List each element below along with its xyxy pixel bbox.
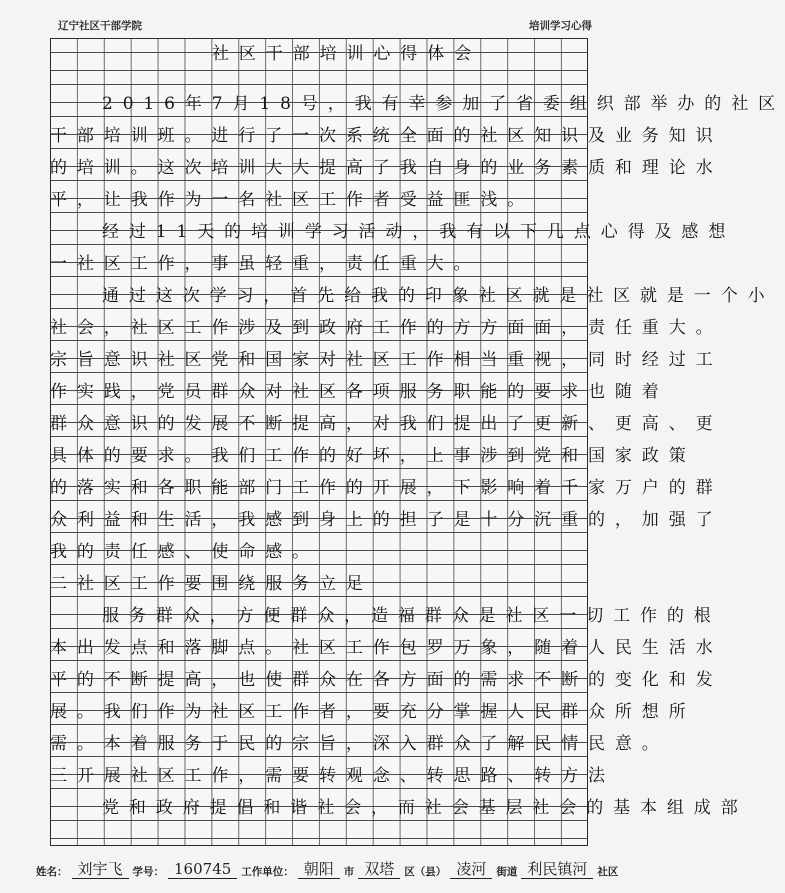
student-info-footer [36, 855, 626, 879]
essay-line: 干部培训班。进行了一次系统全面的社区知识及业务知识 [50, 126, 723, 146]
essay-line: 一社区工作，事虽轻重，责任重大。 [50, 254, 481, 274]
essay-line: 群众意识的发展不断提高，对我们提出了更新、更高、更 [50, 414, 723, 434]
unit-label: 工作单位： [241, 866, 294, 878]
city-value: 朝阳 [298, 860, 340, 879]
essay-line: 具体的要求。我们工作的好坏，上事涉到党和国家政策 [50, 446, 696, 466]
district-value: 双塔 [358, 860, 400, 879]
essay-title: 社区干部培训心得体会 [212, 44, 481, 64]
essay-line: 作实践，党员群众对社区各项服务职能的要求也随着 [50, 382, 669, 402]
street-value: 凌河 [450, 860, 492, 879]
essay-line: 社会，社区工作涉及到政府工作的方方面面，责任重大。 [50, 318, 723, 338]
community-suffix: 社区 [597, 866, 619, 878]
id-value: 160745 [168, 860, 237, 879]
community-value: 利民镇河 [521, 860, 593, 879]
essay-line: 的培训。这次培训大大提高了我自身的业务素质和理论水 [50, 158, 723, 178]
essay-line: 平，让我作为一名社区工作者受益匪浅。 [50, 190, 535, 210]
name-value: 刘宇飞 [72, 860, 129, 879]
essay-line: 众利益和生活，我感到身上的担子是十分沉重的，加强了 [50, 510, 723, 530]
essay-line: 经过11天的培训学习活动，我有以下几点心得及感想 [102, 222, 736, 242]
essay-line: 宗旨意识社区党和国家对社区工作相当重视，同时经过工 [50, 350, 723, 370]
street-suffix: 街道 [496, 866, 518, 878]
essay-heading: 二社区工作要围绕服务立足 [50, 574, 373, 594]
essay-line: 通过这次学习，首先给我的印象社区就是社区就是一个小 [102, 286, 775, 306]
header-category: 培训学习心得 [529, 20, 592, 32]
essay-line: 我的责任感、使命感。 [50, 542, 319, 562]
essay-body [50, 38, 785, 846]
name-label: 姓名： [36, 866, 68, 878]
essay-line: 党和政府提倡和谐社会，而社会基层社会的基本组成部 [102, 798, 748, 818]
district-suffix: 区（县） [404, 866, 447, 878]
essay-line: 服务群众，方便群众，造福群众是社区一切工作的根 [102, 606, 721, 626]
essay-line: 本出发点和落脚点。社区工作包罗万象，随着人民生活水 [50, 638, 723, 658]
essay-heading: 三开展社区工作，需要转观念、转思路、转方法 [50, 766, 615, 786]
essay-line: 的落实和各职能部门工作的开展，下影响着千家万户的群 [50, 478, 723, 498]
city-suffix: 市 [343, 866, 355, 878]
id-label: 学号： [132, 866, 165, 878]
essay-line: 需。本着服务于民的宗旨，深入群众了解民情民意。 [50, 734, 669, 754]
essay-line: 展。我们作为社区工作者，要充分掌握人民群众所想所 [50, 702, 696, 722]
header-institution: 辽宁社区干部学院 [58, 20, 142, 32]
essay-line: 2016年7月18号，我有幸参加了省委组织部举办的社区 [102, 94, 785, 114]
essay-line: 平的不断提高，也使群众在各方面的需求不断的变化和发 [50, 670, 723, 690]
